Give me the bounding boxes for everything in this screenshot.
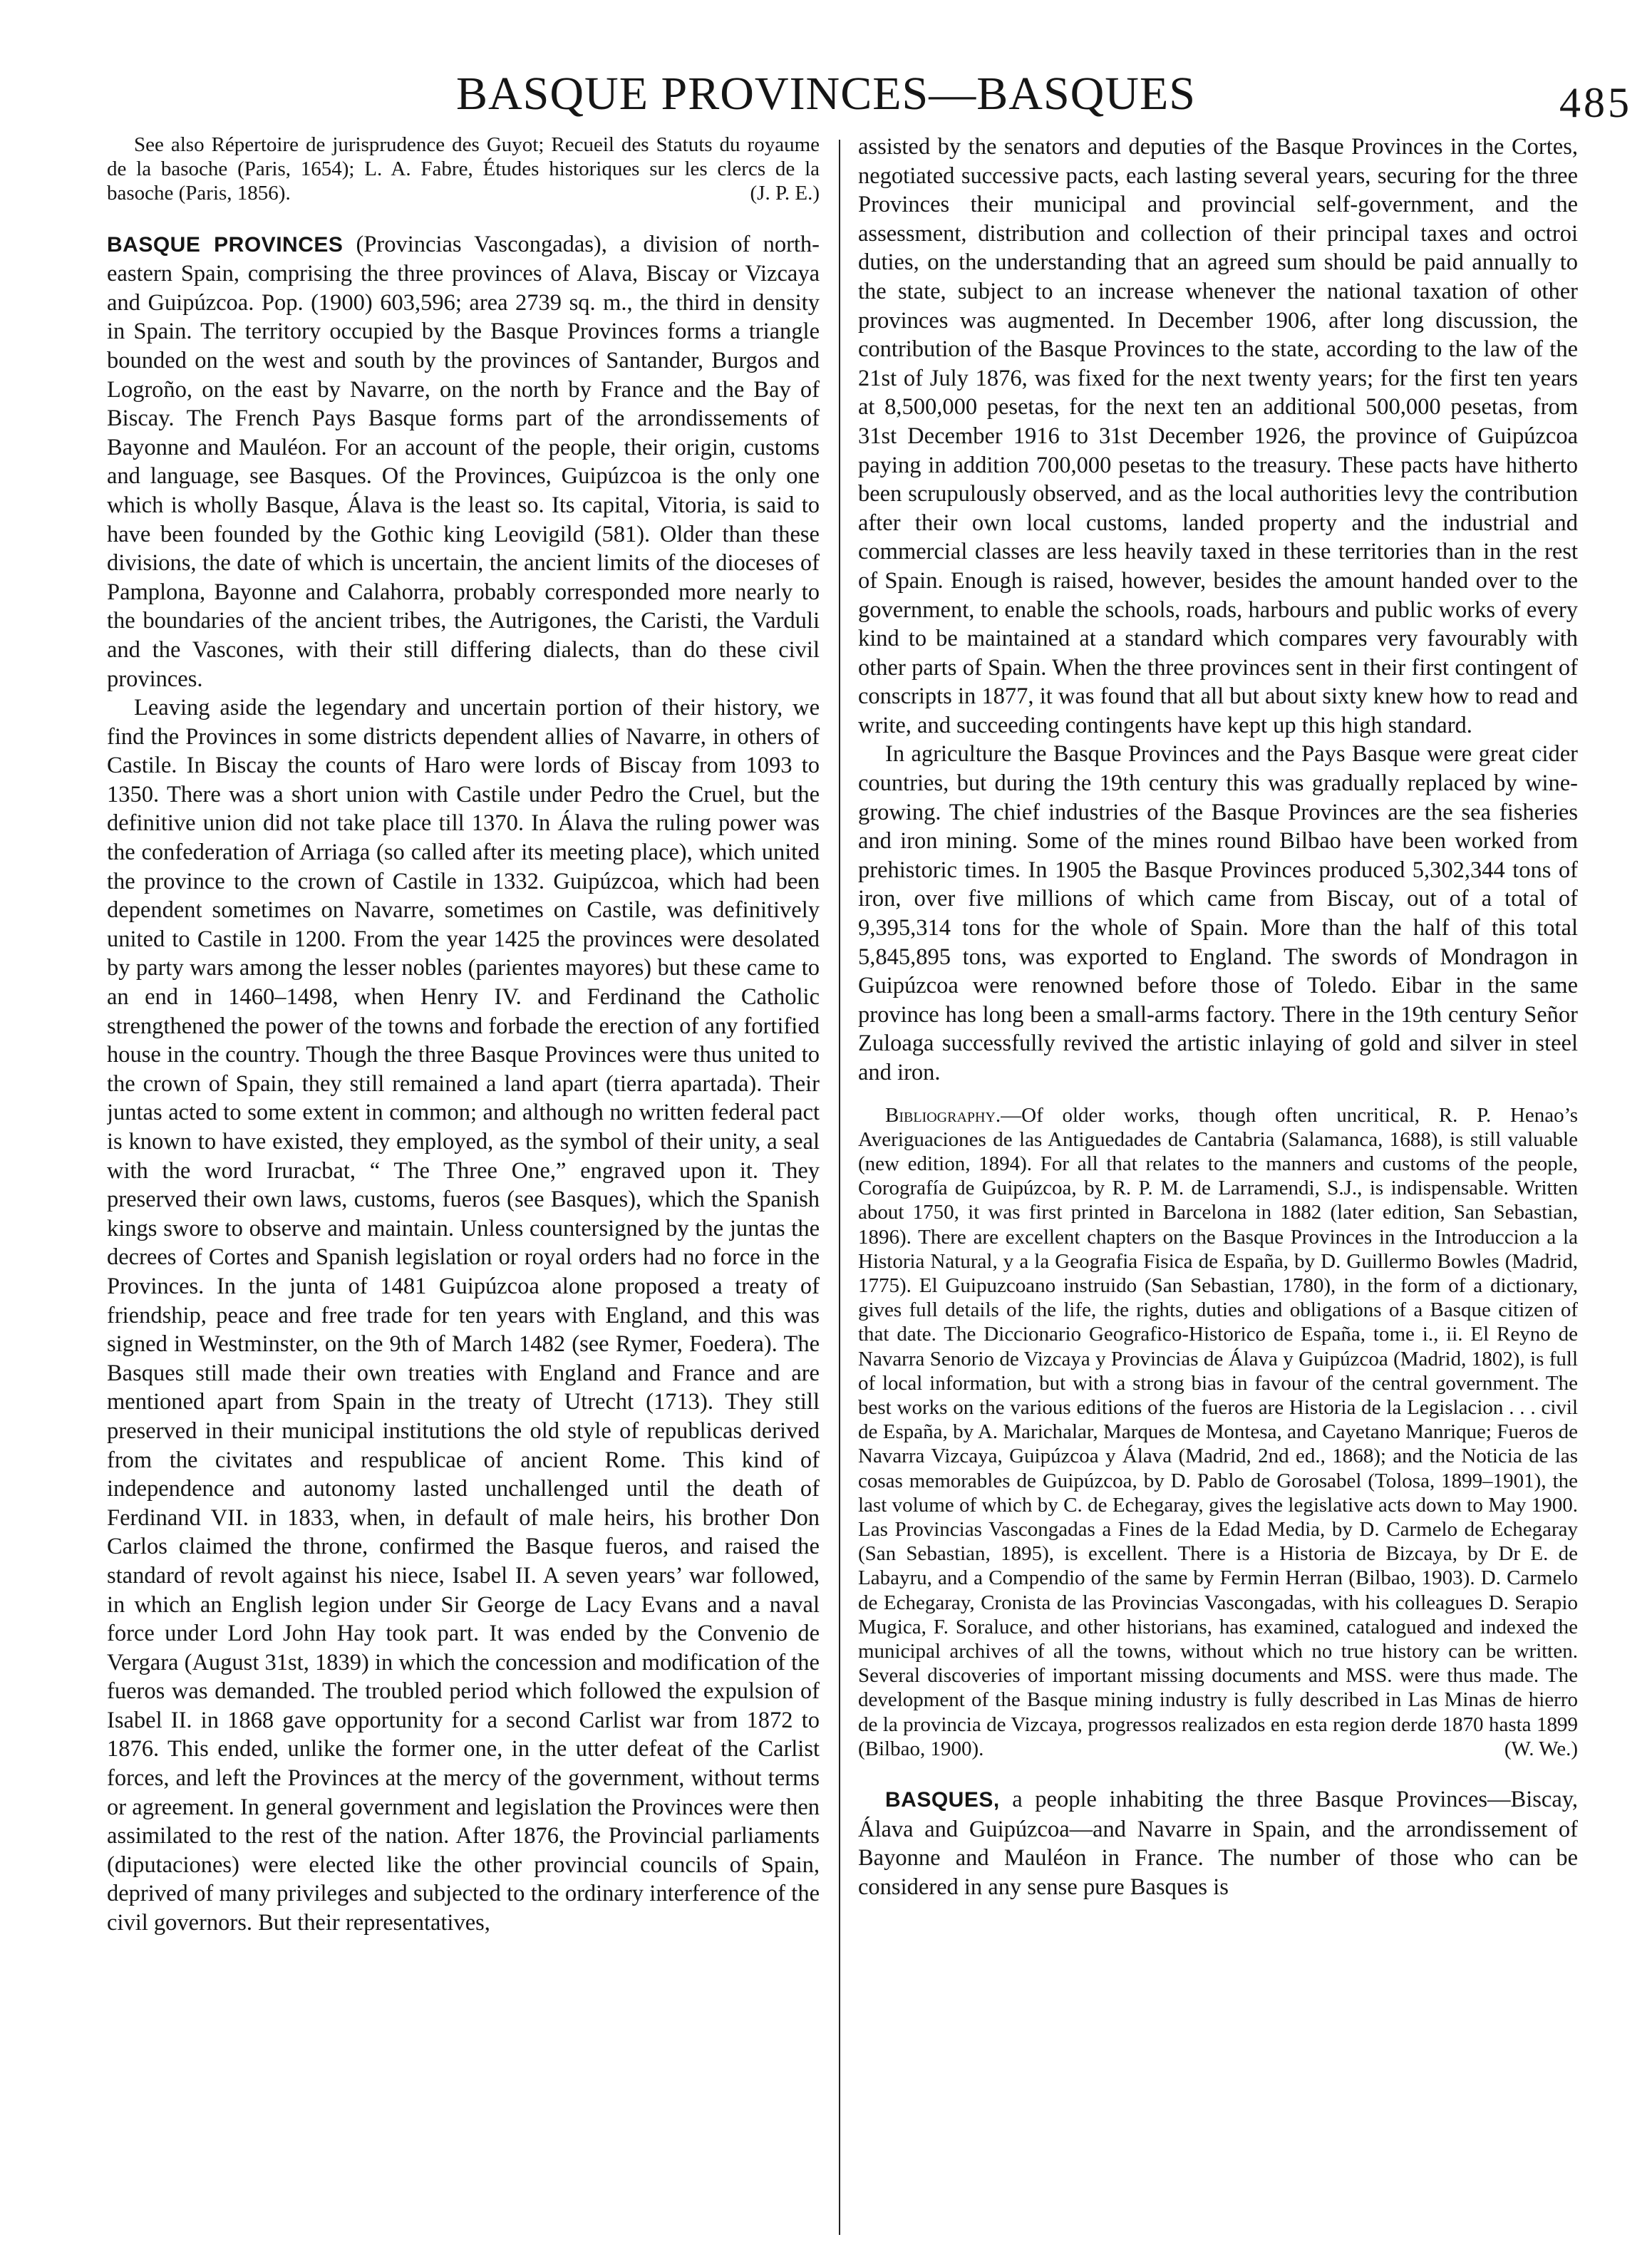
- bibliography-label: Bibliography.: [885, 1103, 1001, 1127]
- page-number: 485: [1559, 79, 1632, 126]
- bibliography-text: —Of older works, though often uncritical, R. P. Henao’s Averiguaciones de las Antiguedades de Cantabria (Salamanca, 1688), is still valuable (new edition, 1894). For all that relates to the manners and customs of the people, Corografía de Guipúzcoa, by R. P. M. de Larramendi, S.J., is indispensable. Written about 1750, it was first printed in Barcelona in 1882 (later edition, San Sebastian, 1896). There are excellent chapters on the Basque Provinces in the Introduccion a la Historia Natural, y a la Geografia Fisica de España, by D. Guillermo Bowles (Madrid, 1775). El Guipuzcoano instruido (San Sebastian, 1780), in the form of a dictionary, gives full details of the life, the rights, duties and obligations of a Basque citizen of that date. The Diccionario Geografico-Historico de España, tome i., ii. El Reyno de Navarra Senorio de Vizcaya y Provincias de Álava y Guipúzcoa (Madrid, 1802), is full of local information, but with a strong bias in favour of the central government. The best works on the various editions of the fueros are Historia de la Legislacion . . . civil de España, by A. Marichalar, Marques de Montesa, and Cayetano Manrique; Fueros de Navarra Vizcaya, Guipúzcoa y Álava (Madrid, 2nd ed., 1868); and the Noticia de las cosas memorables de Guipúzcoa, by D. Pablo de Gorosabel (Tolosa, 1899–1901), the last volume of which by C. de Echegaray, gives the legislative acts down to May 1900. Las Provincias Vascongadas a Fines de la Edad Media, by D. Carmelo de Echegaray (San Sebastian, 1895), is excellent. There is a Historia de Bizcaya, by Dr E. de Labayru, and a Compendio of the same by Fermin Herran (Bilbao, 1903). D. Carmelo de Echegaray, Cronista de las Provincias Vascongadas, with his colleagues D. Serapio Mugica, F. Soraluce, and other historians, has examined, catalogued and indexed the municipal archives of all the towns, without which no true history can be written. Several discoveries of important missing documents and MSS. were thus made. The development of the Basque mining industry is fully described in Las Minas de hierro de la provincia de Vizcaya, progressos realizados en esta region derde 1870 hasta 1899 (Bilbao, 1900).: [858, 1103, 1578, 1760]
- article-paragraph-4: In agriculture the Basque Provinces and the Pays Basque were great cider countries, but during the 19th century this was gradually replaced by wine-growing. The chief industries of the Basque Provinces are the sea fisheries and iron mining. Some of the mines round Bilbao have been worked from prehistoric times. In 1905 the Basque Provinces produced 5,302,344 tons of iron, over five millions of which came from Biscay, out of a total of 9,395,314 tons for the whole of Spain. More than the half of this total 5,845,895 tons, was exported to England. The swords of Mondragon in Guipúzcoa were renowned before those of Toledo. Eibar in the same province has long been a small-arms factory. There in the 19th century Señor Zuloaga successfully revived the artistic inlaying of gold and silver in steel and iron.: [858, 741, 1578, 1085]
- column-divider: [839, 140, 840, 2235]
- article-paragraph-1: (Provincias Vascongadas), a division of north-eastern Spain, comprising the three provinces of Alava, Biscay or Vizcaya and Guipúzcoa. Pop. (1900) 603,596; area 2739 sq. m., the third in density in Spain. The territory occupied by the Basque Provinces forms a triangle bounded on the west and south by the provinces of Santander, Burgos and Logroño, on the east by Navarre, on the north by France and the Bay of Biscay. The French Pays Basque forms part of the arrondissements of Bayonne and Mauléon. For an account of the people, their origin, customs and language, see Basques. Of the Provinces, Guipúzcoa is the only one which is wholly Basque, Álava is the least so. Its capital, Vitoria, is said to have been founded by the Gothic king Leovigild (581). Older than these divisions, the date of which is uncertain, the ancient limits of the dioceses of Pamplona, Bayonne and Calahorra, probably corresponded more nearly to the boundaries of the ancient tribes, the Autrigones, the Caristi, the Varduli and the Vascones, with their still differing dialects, than do these civil provinces.: [107, 231, 820, 692]
- next-article-paragraph: [858, 1785, 1578, 1901]
- article-heading: BASQUE PROVINCES: [107, 232, 344, 257]
- right-column: [858, 133, 1578, 2238]
- article-intro-paragraph: [107, 230, 820, 694]
- page-header: [0, 66, 1652, 126]
- see-also-note: [107, 133, 820, 206]
- bibliography-signature: (W. We.): [1504, 1737, 1578, 1760]
- next-article-text: a people inhabiting the three Basque Provinces—Biscay, Álava and Guipúzcoa—and Navarre in Spain, and the arrondissement of Bayonne and Mauléon in France. The number of those who can be considered in any sense pure Basques is: [858, 1787, 1578, 1900]
- article-paragraph-3: assisted by the senators and deputies of the Basque Provinces in the Cortes, negotiated successive pacts, each lasting several years, securing for the three Provinces their municipal and provincial self-government, and the assessment, distribution and collection of their principal taxes and octroi duties, on the understanding that an agreed sum should be paid annually to the state, subject to an increase whenever the national taxation of other provinces was augmented. In December 1906, after long discussion, the contribution of the Basque Provinces to the state, according to the law of the 21st of July 1876, was fixed for the next twenty years; for the first ten years at 8,500,000 pesetas, for the next ten an additional 500,000 pesetas, from 31st December 1916 to 31st December 1926, the province of Guipúzcoa paying in addition 700,000 pesetas to the treasury. These pacts have hitherto been scrupulously observed, and as the local authorities levy the contribution after their own local customs, landed property and the industrial and commercial classes are less heavily taxed in these territories than in the rest of Spain. Enough is raised, however, besides the amount handed over to the government, to enable the schools, roads, harbours and public works of every kind to be maintained at a standard which compares very favourably with other parts of Spain. When the three provinces sent in their first contingent of conscripts in 1877, it was found that all but about sixty knew how to read and write, and succeeding contingents have kept up this high standard.: [858, 134, 1578, 738]
- left-column: [107, 133, 820, 2238]
- article-paragraph-2: Leaving aside the legendary and uncertain portion of their history, we find the Provinces in some districts dependent allies of Navarre, in others of Castile. In Biscay the counts of Haro were lords of Biscay from 1093 to 1350. There was a short union with Castile under Pedro the Cruel, but the definitive union did not take place till 1370. In Álava the ruling power was the confederation of Arriaga (so called after its meeting place), which united the province to the crown of Castile in 1332. Guipúzcoa, which had been dependent sometimes on Navarre, sometimes on Castile, was definitively united to Castile in 1200. From the year 1425 the provinces were desolated by party wars among the lesser nobles (parientes mayores) but these came to an end in 1460–1498, when Henry IV. and Ferdinand the Catholic strengthened the power of the towns and forbade the erection of any fortified house in the country. Though the three Basque Provinces were thus united to the crown of Spain, they still remained a land apart (tierra apartada). Their juntas acted to some extent in common; and although no written federal pact is known to have existed, they employed, as the symbol of their unity, a seal with the word Iruracbat, “ The Three One,” engraved upon it. They preserved their own laws, customs, fueros (see Basques), which the Spanish kings swore to observe and maintain. Unless countersigned by the juntas the decrees of Cortes and Spanish legislation or royal orders had no force in the Provinces. In the junta of 1481 Guipúzcoa alone proposed a treaty of friendship, peace and free trade for ten years with England, and this was signed in Westminster, on the 9th of March 1482 (see Rymer, Foedera). The Basques still made their own treaties with England and France and are mentioned apart from Spain in the treaty of Utrecht (1713). They still preserved in their municipal institutions the old style of republicas derived from the civitates and respublicae of ancient Rome. This kind of independence and autonomy lasted unchallenged until the death of Ferdinand VII. in 1833, when, in default of male heirs, his brother Don Carlos claimed the throne, confirmed the Basque fueros, and raised the standard of revolt against his niece, Isabel II. A seven years’ war followed, in which an English legion under Sir George de Lacy Evans and a naval force under Lord John Hay took part. It was ended by the Convenio de Vergara (August 31st, 1839) in which the concession and modification of the fueros was demanded. The troubled period which followed the expulsion of Isabel II. in 1868 gave opportunity for a second Carlist war from 1872 to 1876. This ended, unlike the former one, in the utter defeat of the Carlist forces, and left the Provinces at the mercy of the government, without terms or agreement. In general government and legislation the Provinces were then assimilated to the rest of the nation. After 1876, the Provincial parliaments (diputaciones) were elected like the other provincial councils of Spain, deprived of many privileges and subjected to the ordinary interference of the civil governors. But their representatives,: [107, 695, 820, 1936]
- see-also-signature: (J. P. E.): [750, 182, 820, 205]
- page-title: BASQUE PROVINCES—BASQUES: [455, 68, 1196, 120]
- bibliography: [858, 1103, 1578, 1761]
- next-article-heading: BASQUES,: [885, 1788, 1000, 1812]
- see-also-text: See also Répertoire de jurisprudence des Guyot; Recueil des Statuts du royaume de la basoche (Paris, 1654); L. A. Fabre, Études historiques sur les clercs de la basoche (Paris, 1856).: [107, 133, 820, 205]
